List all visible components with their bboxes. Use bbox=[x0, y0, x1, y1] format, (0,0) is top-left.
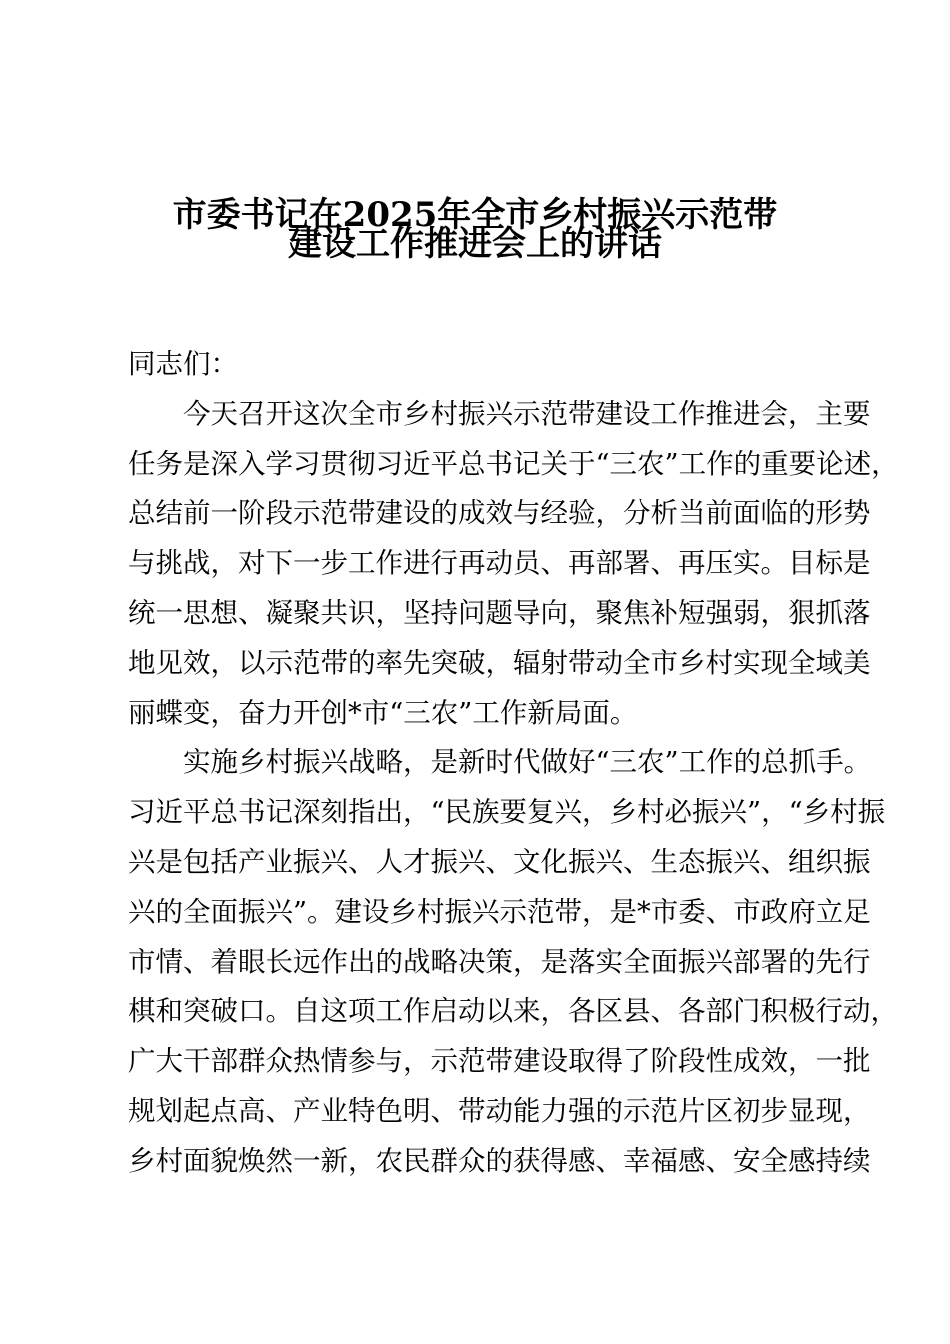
text-line: 广大干部群众热情参与，示范带建设取得了阶段性成效，一批 bbox=[128, 1045, 871, 1078]
paragraphs bbox=[128, 390, 899, 1187]
text-line: 兴是包括产业振兴、人才振兴、文化振兴、生态振兴、组织振 bbox=[128, 845, 871, 878]
text-line: 市情、着眼长远作出的战略决策，是落实全面振兴部署的先行 bbox=[128, 945, 871, 978]
text-line: 任务是深入学习贯彻习近平总书记关于“三农”工作的重要论述， bbox=[128, 447, 899, 480]
text-line: 统一思想、凝聚共识，坚持问题导向，聚焦补短强弱，狠抓落 bbox=[128, 596, 871, 629]
text-line: 总结前一阶段示范带建设的成效与经验，分析当前面临的形势 bbox=[128, 497, 871, 530]
document-body bbox=[128, 340, 899, 1187]
document-title-line-2: 建设工作推进会上的讲话 bbox=[288, 224, 662, 264]
paragraph bbox=[128, 738, 898, 1186]
text-line: 乡村面貌焕然一新，农民群众的获得感、幸福感、安全感持续 bbox=[128, 1144, 871, 1177]
text-line: 规划起点高、产业特色明、带动能力强的示范片区初步显现， bbox=[128, 1094, 871, 1127]
paragraph bbox=[128, 390, 899, 739]
text-line: 与挑战，对下一步工作进行再动员、再部署、再压实。目标是 bbox=[128, 547, 871, 580]
text-line: 棋和突破口。自这项工作启动以来，各区县、各部门积极行动， bbox=[128, 995, 898, 1028]
text-line: 兴的全面振兴”。建设乡村振兴示范带，是*市委、市政府立足 bbox=[128, 895, 871, 928]
text-line: 丽蝶变，奋力开创*市“三农”工作新局面。 bbox=[128, 696, 638, 729]
text-line: 地见效，以示范带的率先突破，辐射带动全市乡村实现全域美 bbox=[128, 646, 871, 679]
document-title-line-1: 市委书记在2025年全市乡村振兴示范带 bbox=[172, 195, 778, 235]
text-line: 实施乡村振兴战略，是新时代做好“三农”工作的总抓手。 bbox=[183, 746, 872, 779]
text-line: 习近平总书记深刻指出，“民族要复兴，乡村必振兴”，“乡村振 bbox=[128, 796, 886, 829]
text-line: 今天召开这次全市乡村振兴示范带建设工作推进会，主要 bbox=[183, 397, 871, 430]
salutation: 同志们： bbox=[128, 348, 238, 380]
